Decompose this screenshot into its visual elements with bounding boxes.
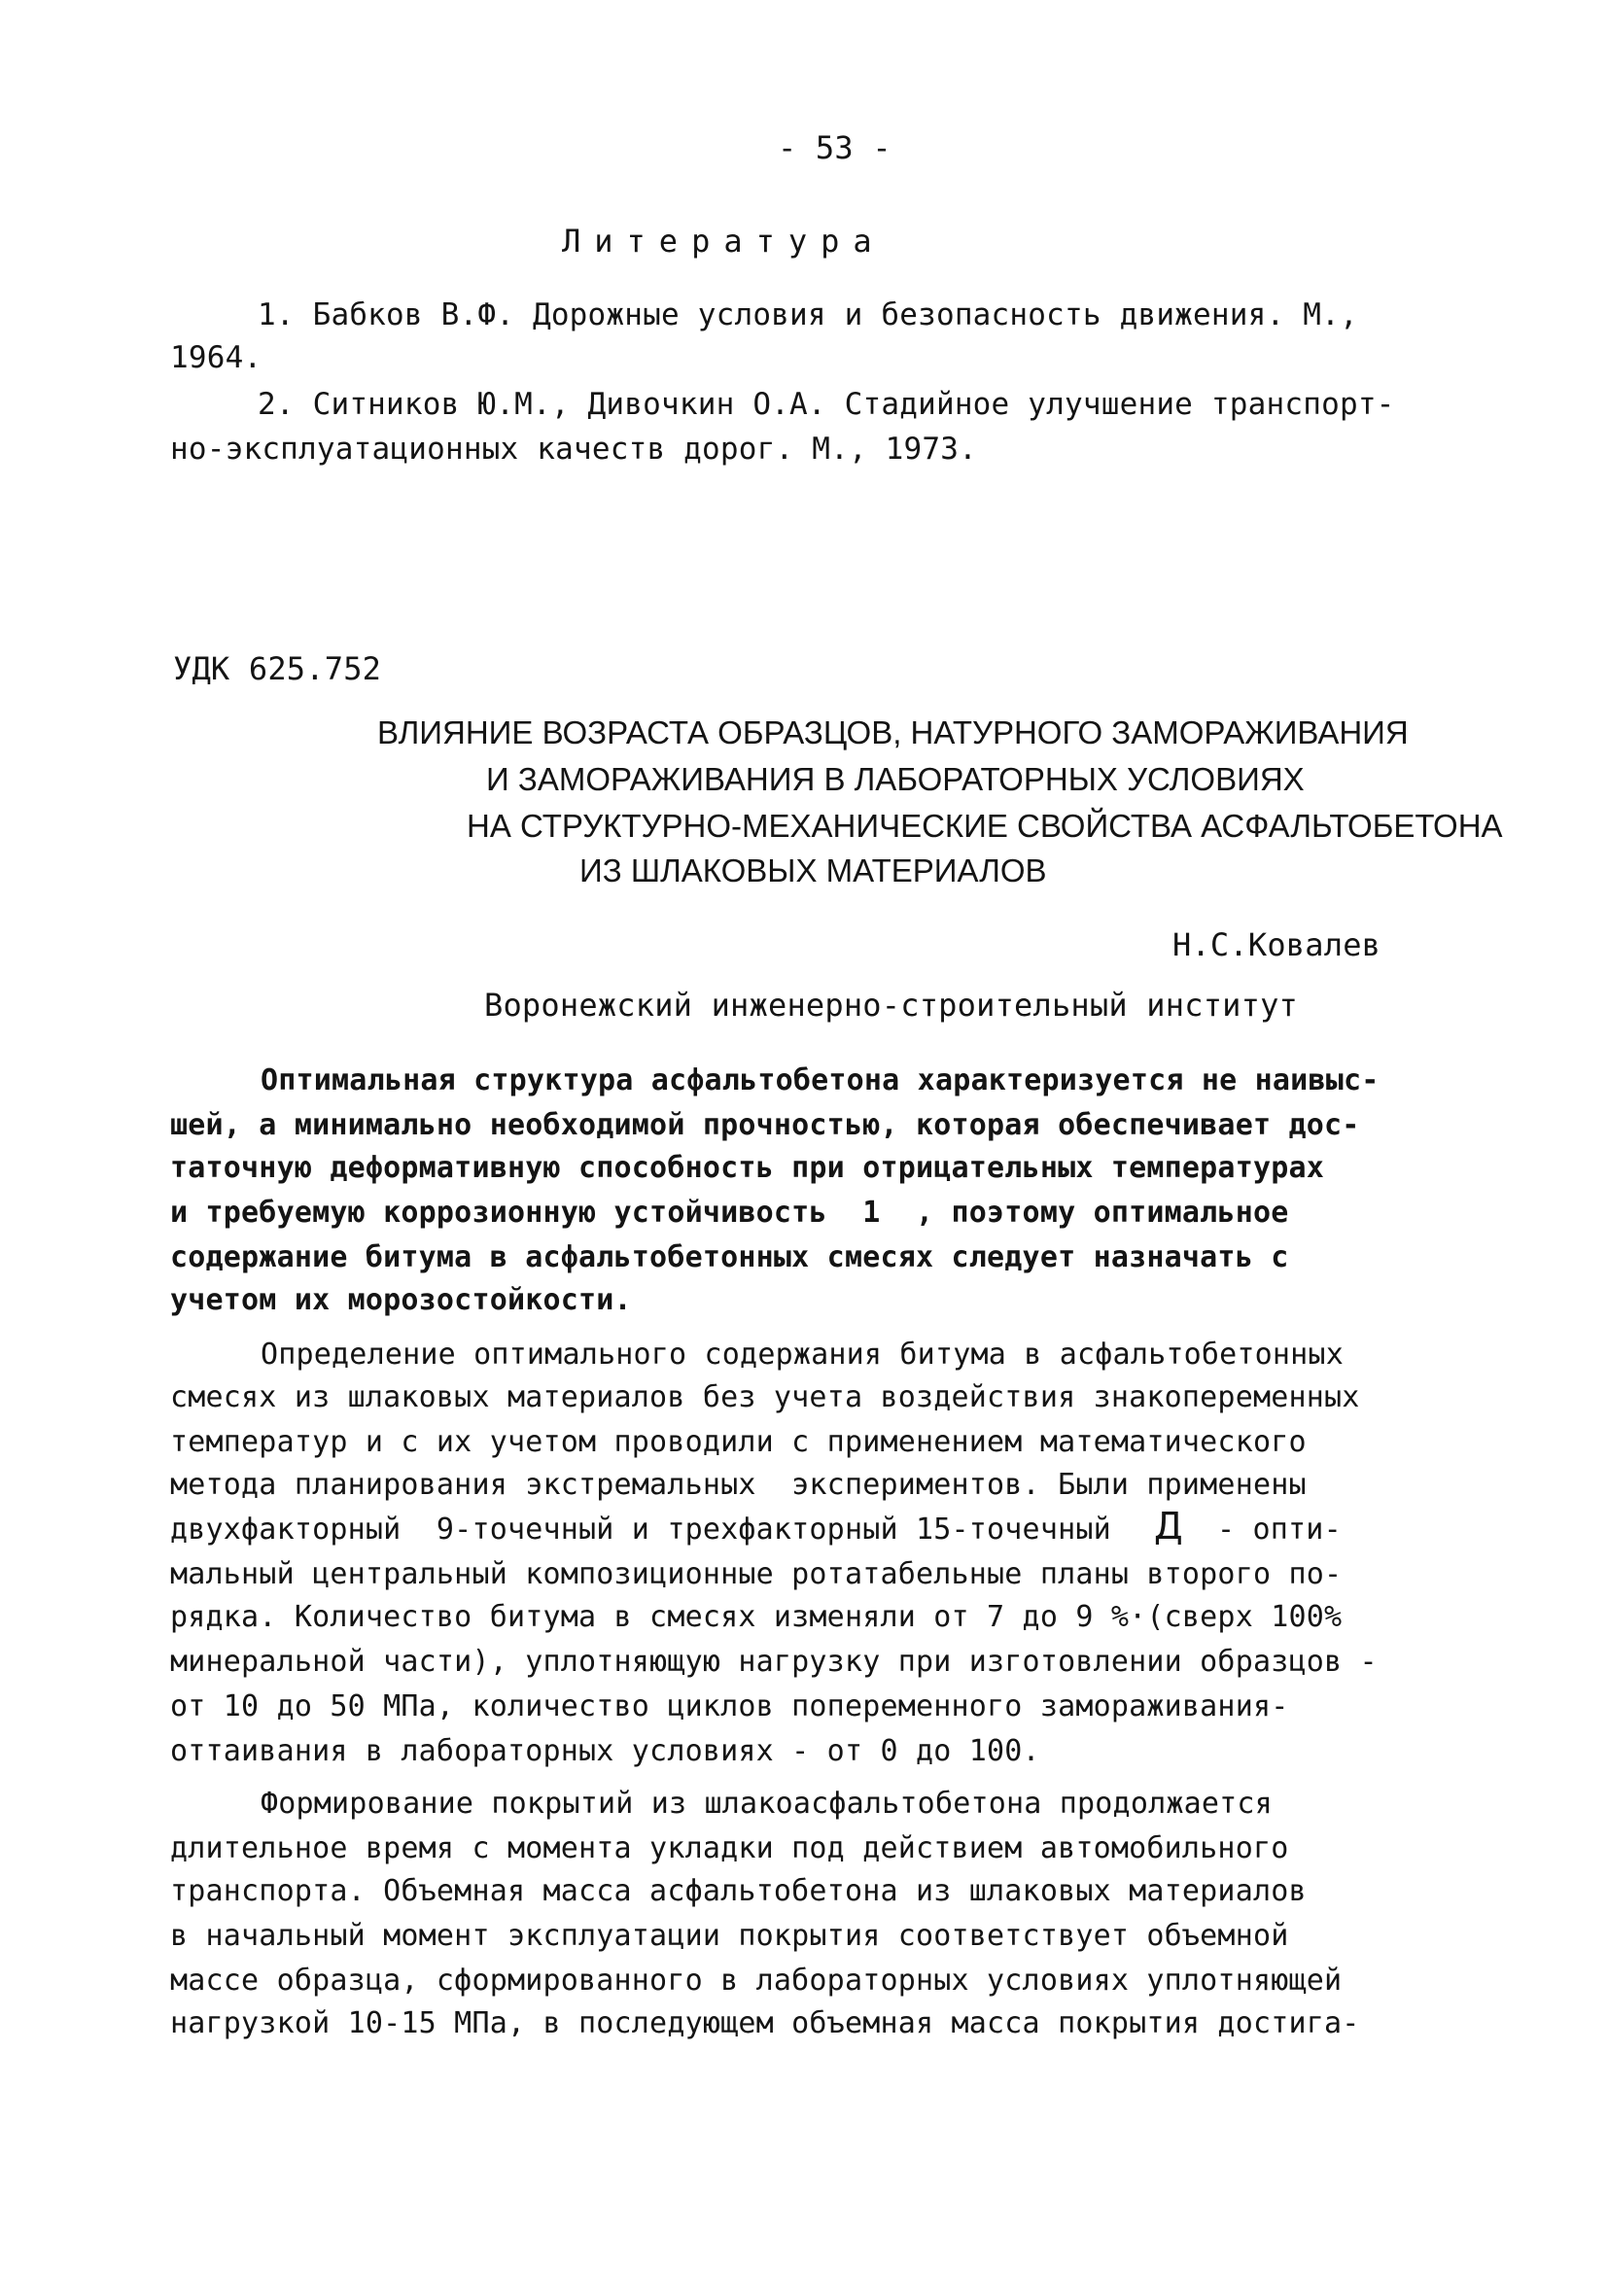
paragraph-1-line-2: шей, а минимально необходимой прочностью, которая обеспечивает дос- [170,1108,1360,1142]
paragraph-3-line-2: длительное время с момента укладки под действием автомобильного [170,1831,1289,1865]
paragraph-2-line-2: смесях из шлаковых материалов без учета воздействия знакопеременных [170,1380,1360,1414]
paragraph-2-line-1: Определение оптимального содержания битума в асфальтобетонных [261,1338,1344,1372]
paragraph-2-line-10: оттаивания в лабораторных условиях - от 0 до 100. [170,1734,1040,1768]
paragraph-1-line-6: учетом их морозостойкости. [170,1283,632,1317]
reference-1-line-1: 1. Бабков В.Ф. Дорожные условия и безопасность движения. М., [258,297,1358,332]
paragraph-1-line-3: таточную деформативную способность при отрицательных температурах [170,1151,1324,1185]
paragraph-2-line-5b: - опти- [1217,1513,1342,1547]
article-title-line-2: И ЗАМОРАЖИВАНИЯ В ЛАБОРАТОРНЫХ УСЛОВИЯХ [486,761,1305,797]
paragraph-3-line-3: транспорта. Объемная масса асфальтобетона из шлаковых материалов [170,1874,1307,1908]
udc-code: УДК 625.752 [173,650,382,687]
paragraph-2-line-9: от 10 до 50 МПа, количество циклов попеременного замораживания- [170,1689,1289,1723]
paragraph-3-line-4: в начальный момент эксплуатации покрытия соответствует объемной [170,1919,1289,1953]
affiliation: Воронежский инженерно-строительный институт [484,987,1299,1024]
article-title-line-4: ИЗ ШЛАКОВЫХ МАТЕРИАЛОВ [579,852,1047,888]
literature-heading: Литература [562,223,886,260]
reference-2-line-2: но-эксплуатационных качеств дорог. М., 1973. [170,432,977,467]
paragraph-3-line-6: нагрузкой 10-15 МПа, в последующем объемная масса покрытия достига- [170,2006,1360,2040]
paragraph-2-line-7: рядка. Количество битума в смесях изменяли от 7 до 9 %·(сверх 100% [170,1600,1343,1634]
paragraph-3-line-1: Формирование покрытий из шлакоасфальтобетона продолжается [261,1787,1273,1821]
paragraph-3-line-5: массе образца, сформированного в лабораторных условиях уплотняющей [170,1964,1343,1998]
article-title-line-3: НА СТРУКТУРНО-МЕХАНИЧЕСКИЕ СВОЙСТВА АСФАЛЬТОБЕТОНА [467,808,1503,844]
reference-2-line-1: 2. Ситников Ю.М., Дивочкин О.А. Стадийное улучшение транспорт- [258,387,1395,422]
paragraph-1-line-5: содержание битума в асфальтобетонных смесях следует назначать с [170,1240,1289,1274]
paragraph-2-line-8: минеральной части), уплотняющую нагрузку при изготовлении образцов - [170,1645,1378,1679]
paragraph-2-line-6: мальный центральный композиционные ротатабельные планы второго по- [170,1557,1343,1591]
delta-symbol: Д [1154,1505,1183,1548]
author-name: Н.С.Ковалев [1172,926,1381,963]
page-number: - 53 - [778,129,891,166]
paragraph-1-line-1: Оптимальная структура асфальтобетона характеризуется не наивыс- [261,1063,1380,1097]
paragraph-2-line-5a: двухфакторный 9-точечный и трехфакторный 15-точечный [170,1513,1111,1547]
article-title-line-1: ВЛИЯНИЕ ВОЗРАСТА ОБРАЗЦОВ, НАТУРНОГО ЗАМОРАЖИВАНИЯ [377,714,1409,750]
paragraph-2-line-4: метода планирования экстремальных экспериментов. Были применены [170,1468,1307,1502]
paragraph-1-line-4: и требуемую коррозионную устойчивость 1 , поэтому оптимальное [170,1196,1289,1230]
reference-1-line-2: 1964. [170,340,262,375]
paragraph-2-line-3: температур и с их учетом проводили с применением математического [170,1425,1307,1459]
